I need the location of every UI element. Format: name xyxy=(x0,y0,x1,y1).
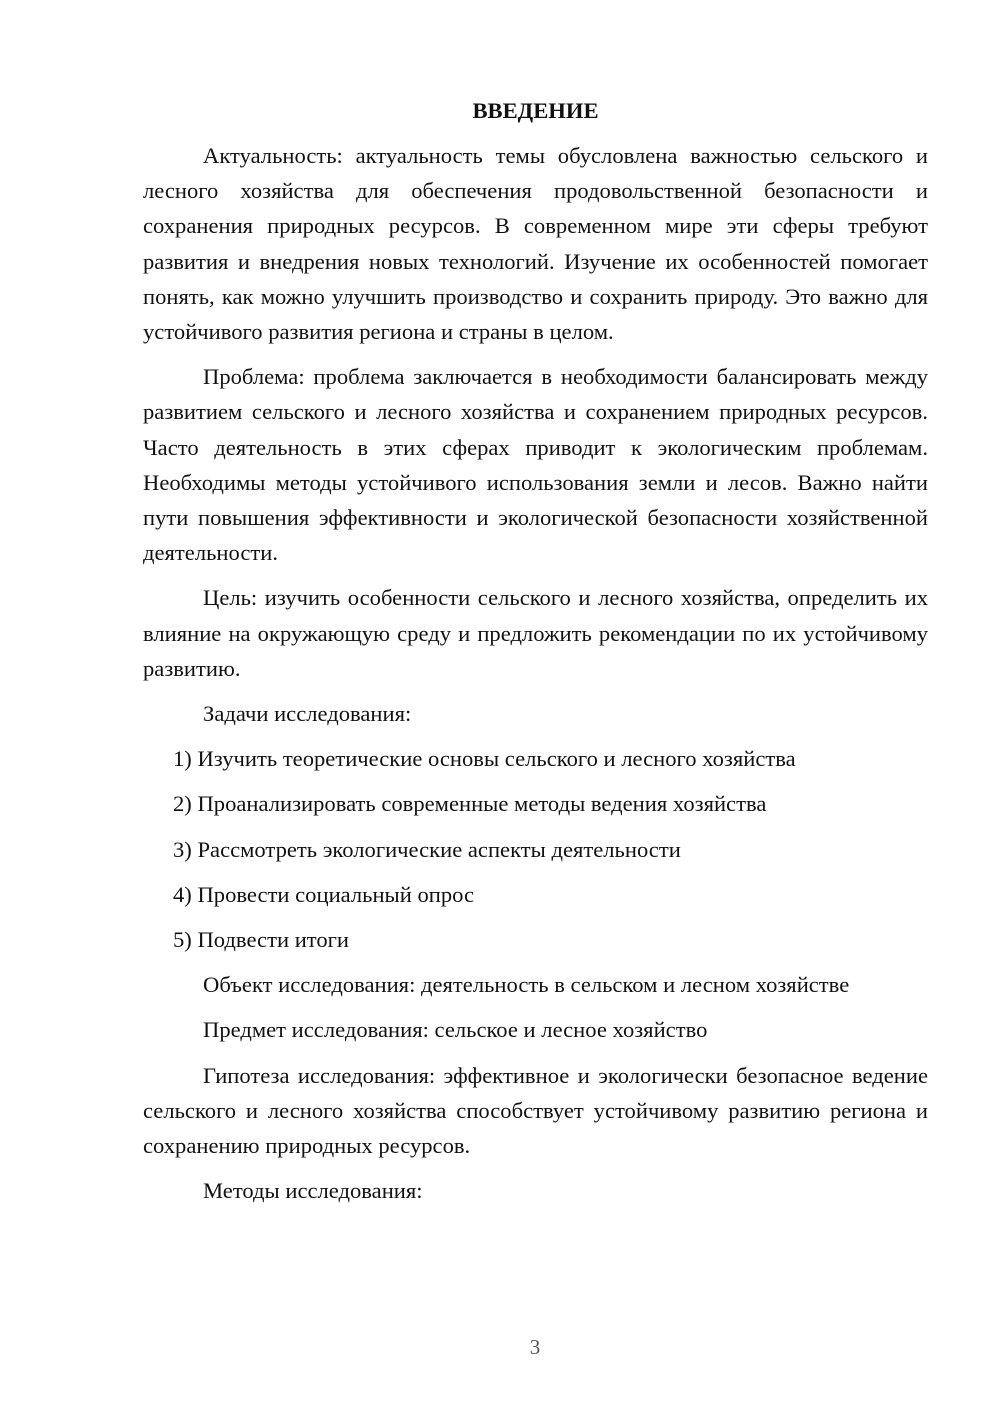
page-number: 3 xyxy=(529,1335,541,1359)
tasks-heading: Задачи исследования: xyxy=(203,701,412,727)
page-title: ВВЕДЕНИЕ xyxy=(472,98,599,123)
page-content xyxy=(143,96,928,1218)
methods-heading: Методы исследования: xyxy=(203,1178,423,1204)
research-object: Объект исследования: деятельность в сельском и лесном хозяйстве xyxy=(203,972,850,998)
problem-paragraph: Проблема: проблема заключается в необходимости балансировать между развитием сельского и лесного хозяйства и сохранением природных ресурсов. Часто деятельность в этих сферах приводит к экологическим проблемам. Необходимы методы устойчивого использования земли и лесов. Важно найти пути повышения эффективности и экологической безопасности хозяйственной деятельности. xyxy=(143,364,928,566)
task-item-4: 4) Провести социальный опрос xyxy=(173,881,475,907)
task-item-3: 3) Рассмотреть экологические аспекты деятельности xyxy=(173,836,681,862)
task-item-5: 5) Подвести итоги xyxy=(173,927,350,953)
relevance-paragraph: Актуальность: актуальность темы обусловлена важностью сельского и лесного хозяйства для обеспечения продовольственной безопасности и сохранения природных ресурсов. В современном мире эти сферы требуют развития и внедрения новых технологий. Изучение их особенностей помогает понять, как можно улучшить производство и сохранить природу. Это важно для устойчивого развития региона и страны в целом. xyxy=(143,143,928,345)
task-item-1: 1) Изучить теоретические основы сельского и лесного хозяйства xyxy=(173,746,796,772)
research-subject: Предмет исследования: сельское и лесное хозяйство xyxy=(203,1017,708,1043)
task-item-2: 2) Проанализировать современные методы ведения хозяйства xyxy=(173,791,767,817)
hypothesis-paragraph: Гипотеза исследования: эффективное и экологически безопасное ведение сельского и лесного хозяйства способствует устойчивому развитию региона и сохранению природных ресурсов. xyxy=(143,1062,928,1159)
goal-paragraph: Цель: изучить особенности сельского и лесного хозяйства, определить их влияние на окружающую среду и предложить рекомендации по их устойчивому развитию. xyxy=(143,585,928,681)
